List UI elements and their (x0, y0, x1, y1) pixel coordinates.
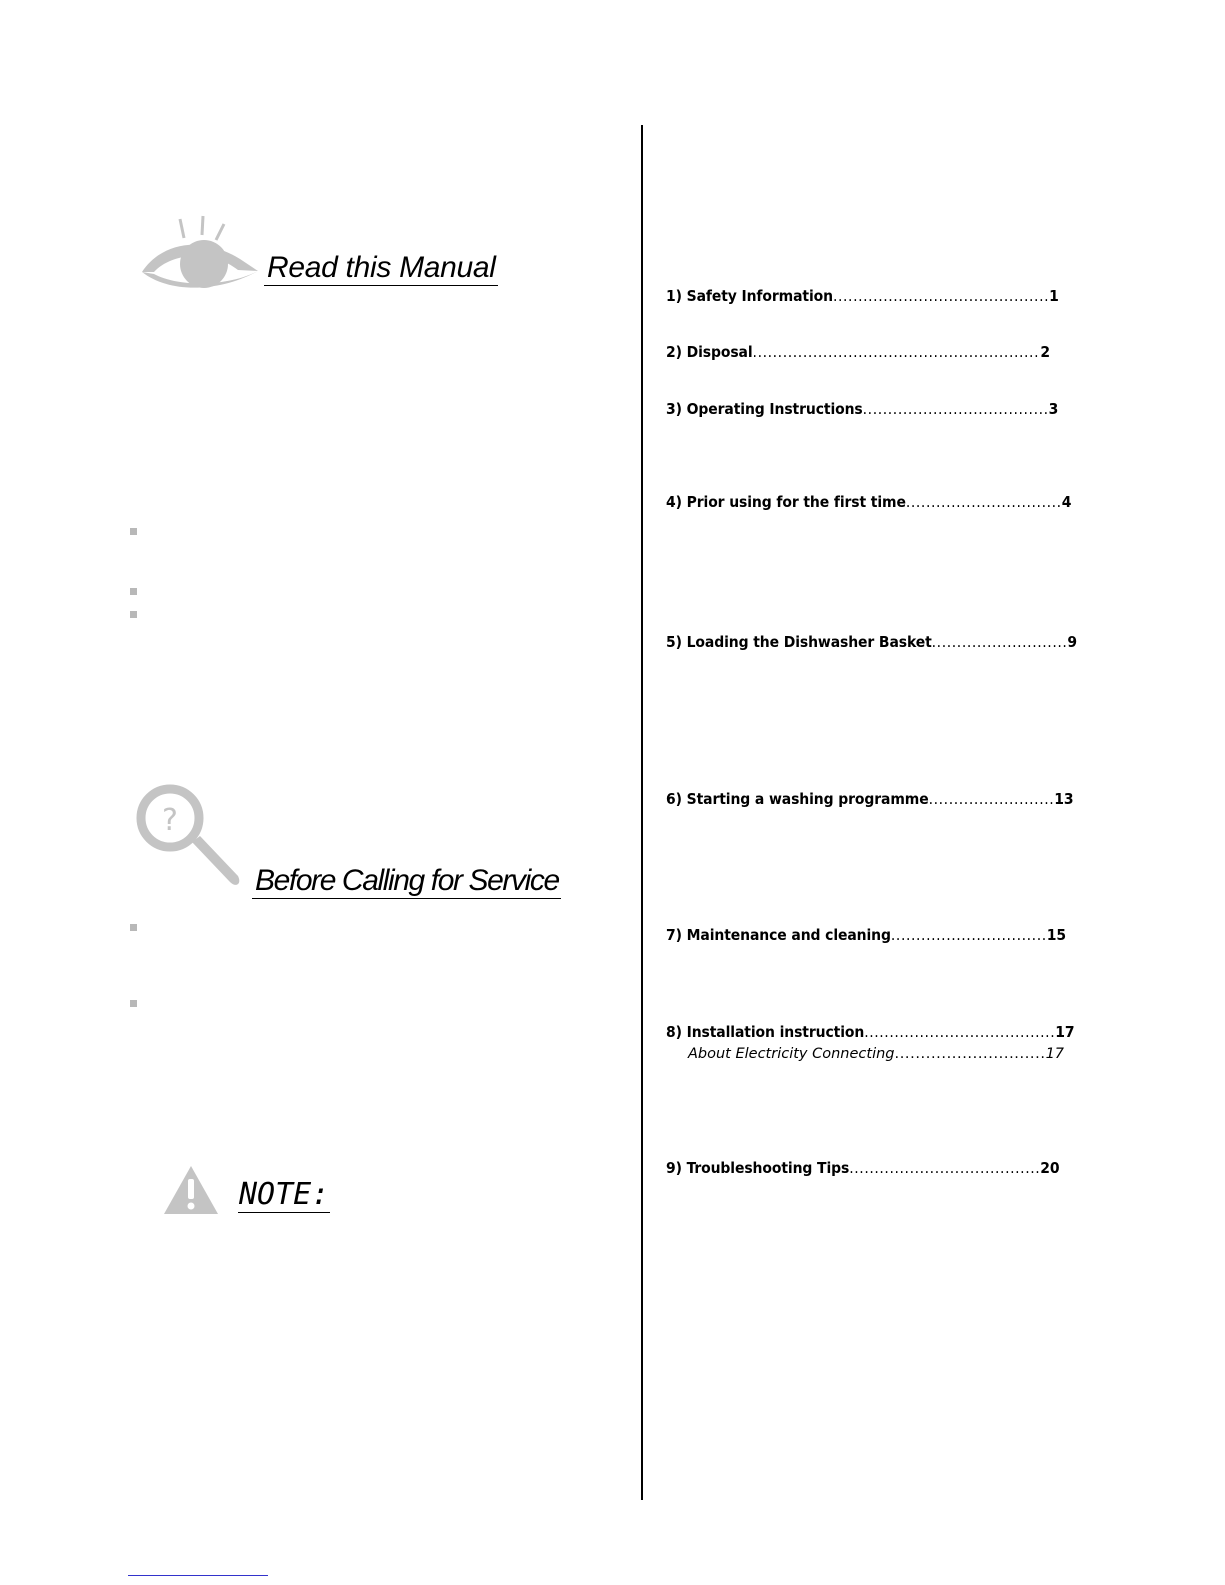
toc-item[interactable] (666, 630, 1078, 654)
toc-dots: ...................................... (849, 1159, 1041, 1177)
toc-item[interactable] (666, 787, 1074, 811)
toc-item-label: 1) Safety Information (666, 287, 833, 305)
toc-page-number: 1 (1049, 287, 1059, 305)
toc-dots: ..................................... (862, 400, 1049, 418)
toc-item-label: 3) Operating Instructions (666, 400, 863, 418)
toc-item[interactable] (666, 490, 1072, 514)
toc-dots: ......................................................... (752, 343, 1040, 361)
toc-dots: ............................... (890, 926, 1047, 944)
toc-item[interactable] (666, 1020, 1075, 1044)
eye-icon (140, 214, 262, 292)
toc-item[interactable] (666, 1156, 1060, 1180)
toc-dots: ........................... (931, 633, 1068, 651)
toc-page-number: 2 (1040, 343, 1050, 361)
bullet (130, 588, 137, 595)
bullet (130, 611, 137, 618)
footer-link[interactable] (128, 1575, 268, 1576)
toc-item-label: 5) Loading the Dishwasher Basket (666, 633, 932, 651)
toc-sub-item-label: About Electricity Connecting (688, 1046, 895, 1062)
bullet (130, 924, 137, 931)
toc-item-label: 9) Troubleshooting Tips (666, 1159, 850, 1177)
toc-page-number: 9 (1067, 633, 1078, 651)
toc-page-number: 15 (1046, 926, 1066, 944)
note-heading: NOTE: (239, 1177, 330, 1212)
bullet (130, 1000, 137, 1007)
toc-page-number: 17 (1055, 1023, 1075, 1041)
toc-page-number: 20 (1040, 1159, 1060, 1177)
read-manual-heading: Read this Manual (264, 251, 498, 286)
toc-page-number: 3 (1048, 400, 1059, 418)
toc-item-label: 4) Prior using for the first time (666, 493, 906, 511)
toc-item[interactable] (666, 397, 1059, 421)
toc-dots: ......................... (928, 790, 1055, 808)
svg-text:?: ? (162, 803, 178, 838)
toc-sub-item[interactable] (688, 1043, 1065, 1065)
column-divider (641, 125, 643, 1500)
toc-item-label: 6) Starting a washing programme (666, 790, 929, 808)
toc-page-number: 17 (1045, 1046, 1065, 1062)
before-service-heading: Before Calling for Service (252, 864, 561, 899)
toc-item[interactable] (666, 923, 1066, 947)
toc-item[interactable] (666, 284, 1059, 308)
bullet (130, 528, 137, 535)
warning-triangle-icon (162, 1164, 220, 1216)
toc-dots: ............................. (894, 1046, 1046, 1062)
toc-dots: ............................... (905, 493, 1062, 511)
toc-dots: ...................................... (864, 1023, 1056, 1041)
toc-item[interactable] (666, 340, 1050, 364)
toc-item-label: 7) Maintenance and cleaning (666, 926, 891, 944)
magnifier-question-icon (134, 782, 244, 892)
toc-page-number: 4 (1061, 493, 1072, 511)
toc-item-label: 8) Installation instruction (666, 1023, 865, 1041)
toc-item-label: 2) Disposal (666, 343, 753, 361)
toc-page-number: 13 (1054, 790, 1074, 808)
toc-dots: ........................................... (832, 287, 1050, 305)
